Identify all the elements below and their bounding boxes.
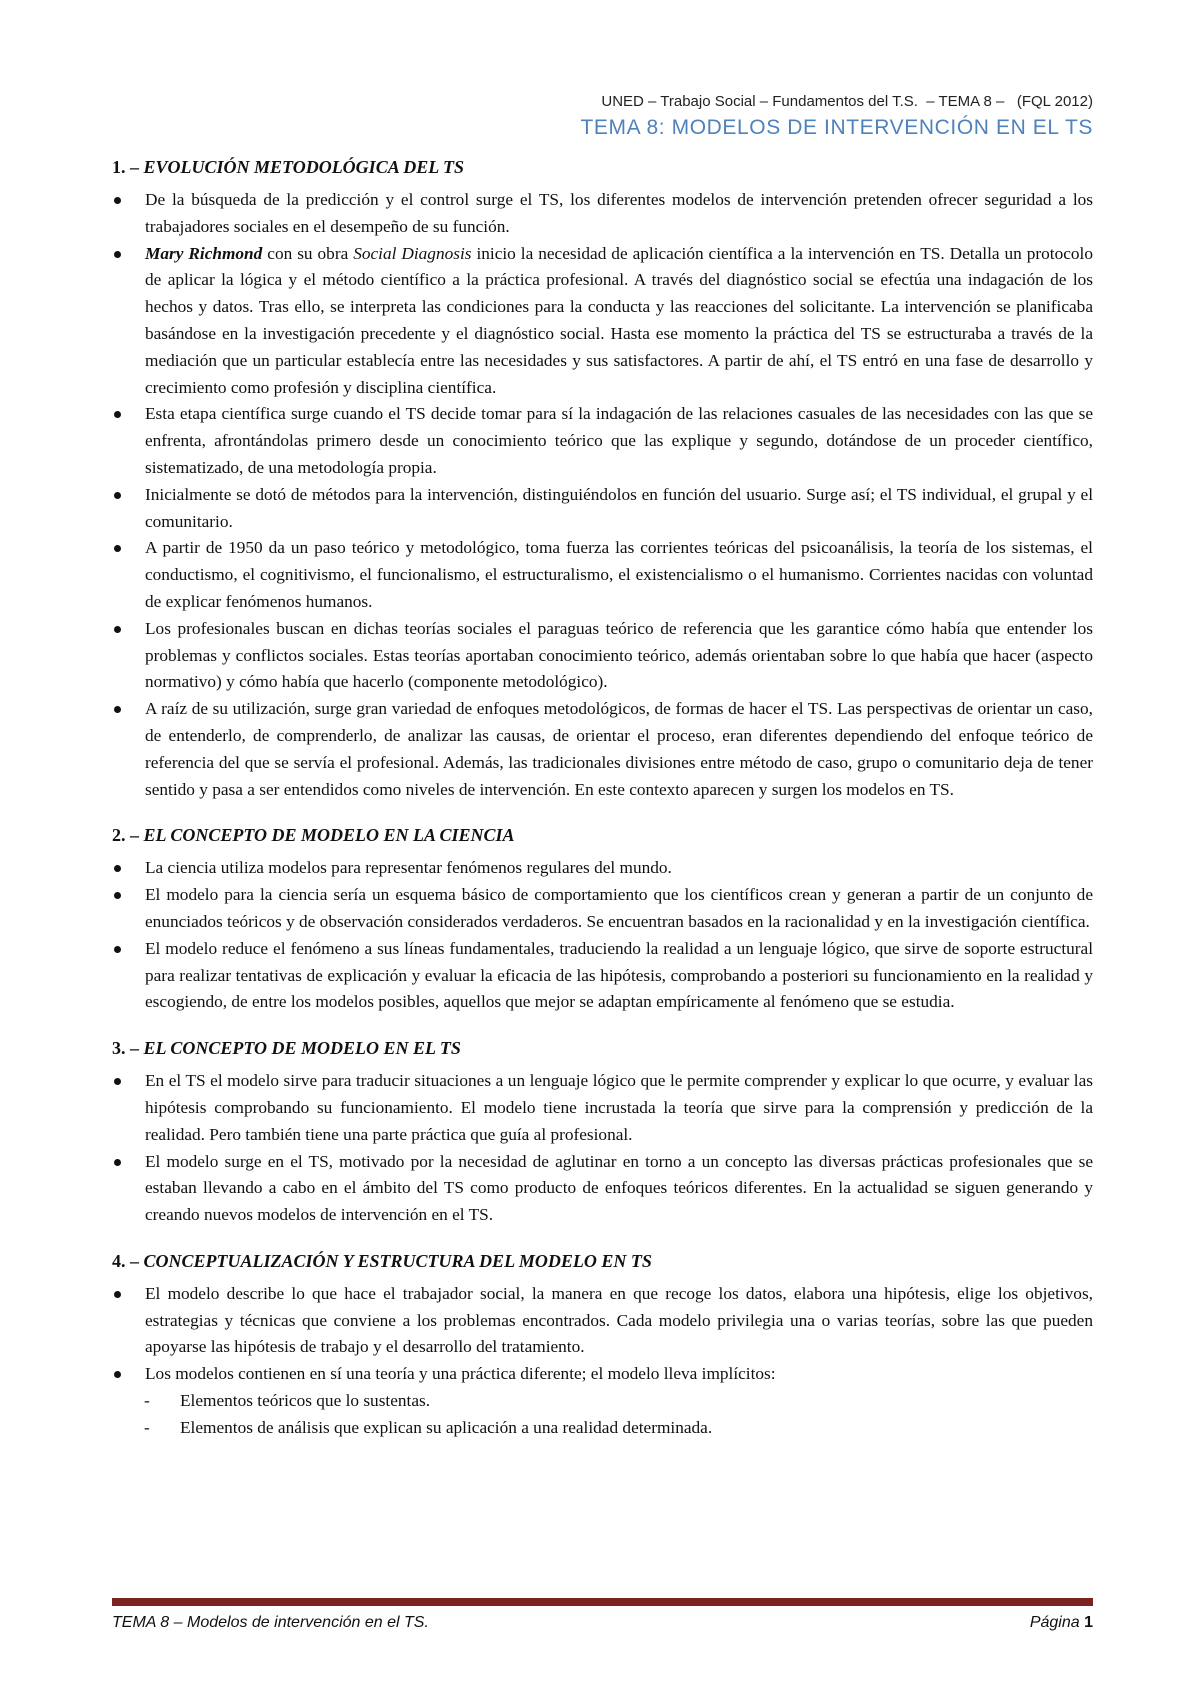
list-item: El modelo para la ciencia sería un esquema básico de comportamiento que los científicos crean y generan a partir de un conjunto de enunciados teóricos y de observación considerados verdaderos. Se encuentran basados en la racionalidad y en la investigación científica.: [112, 882, 1093, 936]
bullet-icon: [114, 946, 121, 953]
list-item: Inicialmente se dotó de métodos para la intervención, distinguiéndolos en función del usuario. Surge así; el TS individual, el grupal y el comunitario.: [112, 482, 1093, 536]
list-item: En el TS el modelo sirve para traducir situaciones a un lenguaje lógico que le permite comprender y explicar lo que ocurre, y evaluar las hipótesis comprobando su funcionamiento. El modelo tiene incrustada la teoría que sirve para la comprensión y predicción de la realidad. Pero también tiene una parte práctica que guía al profesional.: [112, 1068, 1093, 1148]
bullet-icon: [114, 626, 121, 633]
list-item: Esta etapa científica surge cuando el TS decide tomar para sí la indagación de las relaciones casuales de las necesidades con las que se enfrenta, afrontándolas primero desde un conocimiento teórico que las explique y segundo, dotándose de un proceder científico, sistematizado, de una metodología propia.: [112, 401, 1093, 481]
bullet-icon: [114, 1371, 121, 1378]
book-title: Social Diagnosis: [353, 243, 472, 263]
list-item: El modelo surge en el TS, motivado por la necesidad de aglutinar en torno a un concepto las diversas prácticas profesionales que se estaban llevando a cabo en el ámbito del TS como producto de enfoques teóricos diferentes. En la actualidad se siguen generando y creando nuevos modelos de intervención en el TS.: [112, 1149, 1093, 1229]
section-heading: 2. – EL CONCEPTO DE MODELO EN LA CIENCIA: [112, 825, 515, 846]
list-item: Mary Richmond con su obra Social Diagnosis inicio la necesidad de aplicación científica a la intervención en TS. Detalla un protocolo de aplicar la lógica y el método científico a la práctica profesional. A través del diagnóstico social se efectúa una indagación de los hechos y datos. Tras ello, se interpreta las condiciones para la conducta y las reacciones del solicitante. La intervención se planificaba basándose en la investigación precedente y el diagnóstico social. Hasta ese momento la práctica del TS se estructuraba a través de la mediación que un particular establecía entre las necesidades y sus satisfactores. A partir de ahí, el TS entró en una fase de desarrollo y crecimiento como profesión y disciplina científica.: [112, 241, 1093, 402]
document-page: [112, 0, 1093, 1698]
bullet-list: [112, 855, 1093, 1016]
bullet-icon: [114, 1291, 121, 1298]
list-item: - Elementos de análisis que explican su aplicación a una realidad determinada.: [112, 1415, 1093, 1442]
page-number: [1030, 1614, 1093, 1632]
section-heading: 1. – EVOLUCIÓN METODOLÓGICA DEL TS: [112, 157, 465, 177]
bullet-icon: [114, 865, 121, 872]
document-body: [112, 157, 1093, 1442]
bullet-icon: [114, 1159, 121, 1166]
bullet-icon: [114, 411, 121, 418]
list-item: Los profesionales buscan en dichas teorías sociales el paraguas teórico de referencia que les garantice cómo había que entender los problemas y conflictos sociales. Estas teorías aportaban conocimiento teórico, además orientaban sobre lo que había que hacer (aspecto normativo) y cómo había que hacerlo (componente metodológico).: [112, 616, 1093, 696]
list-item: A raíz de su utilización, surge gran variedad de enfoques metodológicos, de formas de hacer el TS. Las perspectivas de orientar un caso, de entenderlo, de comprenderlo, de analizar las causas, de orientar el proceso, eran diferentes dependiendo del enfoque teórico de referencia del que se servía el profesional. Además, las tradicionales divisiones entre método de caso, grupo o comunitario deja de tener sentido y pasa a ser entendidos como niveles de intervención. En este contexto aparecen y surgen los modelos en TS.: [112, 696, 1093, 803]
list-item: Los modelos contienen en sí una teoría y una práctica diferente; el modelo lleva implícitos:: [112, 1361, 1093, 1388]
footer-title: TEMA 8 – Modelos de intervención en el TS.: [112, 1614, 429, 1631]
bullet-icon: [114, 1078, 121, 1085]
section-heading: 4. – CONCEPTUALIZACIÓN Y ESTRUCTURA DEL MODELO EN TS: [112, 1250, 652, 1271]
bullet-icon: [114, 197, 121, 204]
bullet-list: [112, 1281, 1093, 1388]
list-item: La ciencia utiliza modelos para representar fenómenos regulares del mundo.: [112, 855, 1093, 882]
bullet-icon: [114, 545, 121, 552]
footer-divider: [112, 1598, 1093, 1606]
bullet-icon: [114, 492, 121, 499]
list-item: A partir de 1950 da un paso teórico y metodológico, toma fuerza las corrientes teóricas del psicoanálisis, la teoría de los sistemas, el conductismo, el cognitivismo, el funcionalismo, el estructuralismo, el existencialismo o el humanismo. Corrientes nacidas con voluntad de explicar fenómenos humanos.: [112, 535, 1093, 615]
dash-list: [112, 1388, 1093, 1442]
running-header: UNED – Trabajo Social – Fundamentos del T.S. – TEMA 8 – (FQL 2012): [601, 93, 1093, 110]
list-item: De la búsqueda de la predicción y el control surge el TS, los diferentes modelos de intervención pretenden ofrecer seguridad a los trabajadores sociales en el desempeño de su función.: [112, 187, 1093, 241]
bullet-icon: [114, 706, 121, 713]
dash-marker: -: [144, 1417, 150, 1437]
list-item: - Elementos teóricos que lo sustentas.: [112, 1388, 1093, 1415]
bullet-list: [112, 187, 1093, 803]
dash-marker: -: [144, 1391, 150, 1411]
document-title: TEMA 8: MODELOS DE INTERVENCIÓN EN EL TS: [580, 116, 1093, 139]
bullet-icon: [114, 892, 121, 899]
author-name: Mary Richmond: [145, 243, 263, 263]
page-number-value: 1: [1084, 1614, 1093, 1631]
page-label: Página: [1029, 1614, 1080, 1631]
section-heading: 3. – EL CONCEPTO DE MODELO EN EL TS: [112, 1038, 461, 1059]
list-item: El modelo reduce el fenómeno a sus líneas fundamentales, traduciendo la realidad a un lenguaje lógico, que sirve de soporte estructural para realizar tentativas de explicación y evaluar la eficacia de las hipótesis, comprobando a posteriori su funcionamiento en la realidad y escogiendo, de entre los modelos posibles, aquellos que mejor se adaptan empíricamente al fenómeno que se estudia.: [112, 936, 1093, 1016]
bullet-icon: [114, 251, 121, 258]
bullet-list: [112, 1068, 1093, 1229]
list-item: El modelo describe lo que hace el trabajador social, la manera en que recoge los datos, elabora una hipótesis, elige los objetivos, estrategias y técnicas que conviene a los problemas encontrados. Cada modelo privilegia una o varias teorías, sobre las que pueden apoyarse las hipótesis de trabajo y el desarrollo del tratamiento.: [112, 1281, 1093, 1361]
